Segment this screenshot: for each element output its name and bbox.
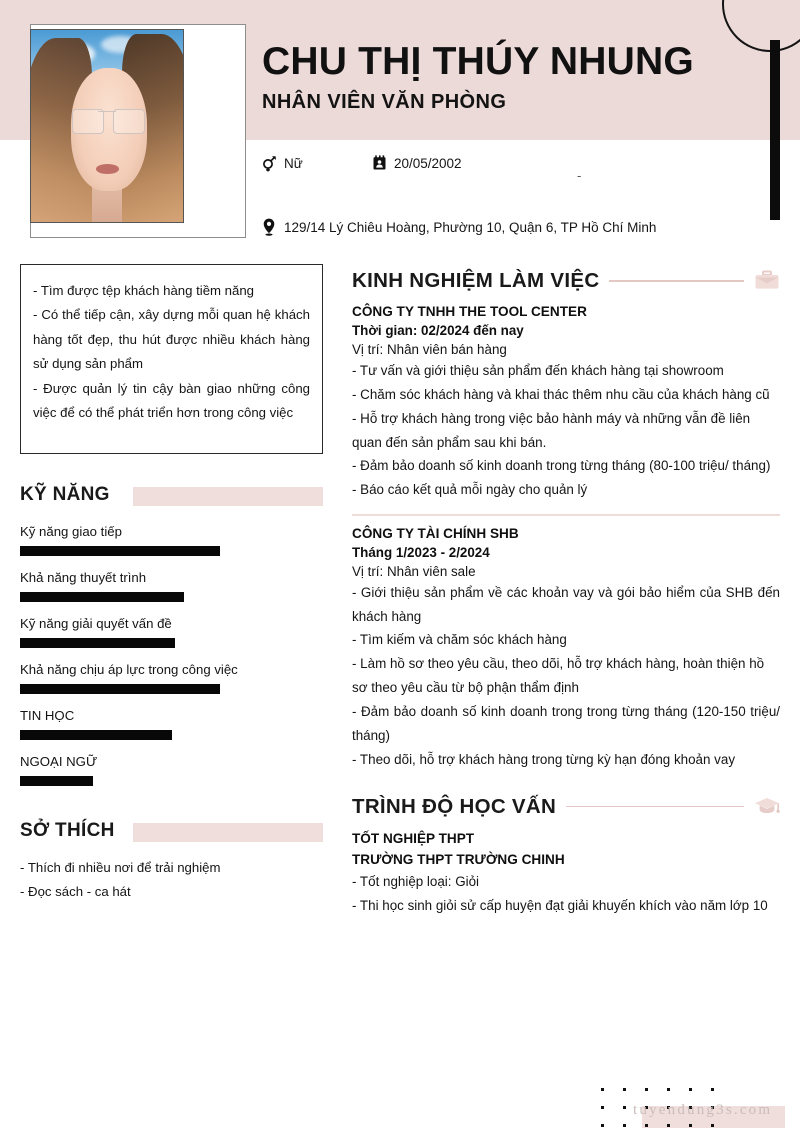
right-column xyxy=(352,264,780,917)
skill-item xyxy=(20,616,323,648)
job-bullet: - Đảm bảo doanh số kinh doanh trong từng tháng (80-100 triệu/ tháng) xyxy=(352,458,771,474)
graduation-cap-icon xyxy=(754,796,780,818)
skill-bar-track xyxy=(20,592,323,602)
education-degree: TỐT NGHIỆP THPT xyxy=(352,830,475,846)
watermark-dot xyxy=(623,1106,626,1109)
skill-label: TIN HỌC xyxy=(20,708,75,723)
job-bullet: - Theo dõi, hỗ trợ khách hàng trong từng kỳ hạn đóng khoản vay xyxy=(352,751,736,767)
skills-section-header xyxy=(20,484,323,510)
job-bullet: - Đảm bảo doanh số kinh doanh trong trong từng tháng (120-150 triệu/ tháng) xyxy=(352,703,780,743)
job-position: Vị trí: Nhân viên sale xyxy=(352,563,476,579)
education-entry xyxy=(352,828,780,918)
skill-label: NGOẠI NGỮ xyxy=(20,754,98,769)
watermark-dot xyxy=(601,1106,604,1109)
job-bullet: - Hỗ trợ khách hàng trong việc bảo hành máy và những vẫn đề liên quan đến sản phẩm sau khi bán. xyxy=(352,410,751,450)
education-school: TRƯỜNG THPT TRƯỜNG CHINH xyxy=(352,851,565,867)
summary-line: - Tìm được tệp khách hàng tiềm năng xyxy=(33,283,255,298)
watermark-dot xyxy=(689,1124,692,1127)
job-bullet: - Tư vấn và giới thiệu sản phẩm đến khách hàng tại showroom xyxy=(352,363,724,378)
contact-extra-mark: - xyxy=(577,168,582,183)
header-rule xyxy=(566,806,744,808)
watermark-dot xyxy=(623,1088,626,1091)
education-bullet: - Thi học sinh giỏi sử cấp huyện đạt giải khuyến khích vào năm lớp 10 xyxy=(352,897,768,913)
experience-section-header xyxy=(352,264,780,298)
job-bullet: - Báo cáo kết quả mỗi ngày cho quản lý xyxy=(352,482,588,498)
hobbies-title: SỞ THÍCH xyxy=(20,820,123,842)
skill-label: Khả năng thuyết trình xyxy=(20,570,147,585)
gender-icon xyxy=(262,155,284,172)
watermark-dot xyxy=(689,1088,692,1091)
job-company: CÔNG TY TÀI CHÍNH SHB xyxy=(352,525,519,541)
dob-value: 20/05/2002 xyxy=(394,155,462,171)
skill-label: Khả năng chịu áp lực trong công việc xyxy=(20,662,238,677)
watermark-dot xyxy=(667,1124,670,1127)
watermark-dot xyxy=(601,1124,604,1127)
hobbies-list xyxy=(20,856,323,905)
job-time: Tháng 1/2023 - 2/2024 xyxy=(352,544,490,560)
job-bullet: - Tìm kiếm và chăm sóc khách hàng xyxy=(352,632,567,648)
watermark-dot xyxy=(645,1088,648,1091)
hobbies-section-header xyxy=(20,820,323,846)
watermark-dot xyxy=(601,1088,604,1091)
summary-box xyxy=(20,264,323,454)
skill-item xyxy=(20,524,323,556)
contact-address xyxy=(262,218,762,236)
education-bullet: - Tốt nghiệp loại: Giỏi xyxy=(352,873,480,889)
skills-header-accent xyxy=(133,487,323,506)
briefcase-icon xyxy=(754,270,780,292)
contact-info xyxy=(262,152,762,236)
skill-bar-fill xyxy=(20,730,172,740)
education-title: TRÌNH ĐỘ HỌC VẤN xyxy=(352,794,557,818)
job-time: Thời gian: 02/2024 đến nay xyxy=(352,323,524,338)
experience-job xyxy=(352,304,780,502)
page-title: CHU THỊ THÚY NHUNG xyxy=(262,40,694,83)
summary-line: - Có thể tiếp cận, xây dựng mỗi quan hệ khách hàng tốt đẹp, thu hút được nhiều khách hàng sử dụng sản phẩm xyxy=(33,307,310,372)
experience-title: KINH NGHIỆM LÀM VIỆC xyxy=(352,269,600,292)
skill-item xyxy=(20,708,323,740)
location-pin-icon xyxy=(262,218,284,236)
skill-item xyxy=(20,662,323,694)
watermark-dot xyxy=(711,1124,714,1127)
watermark xyxy=(585,1072,785,1128)
watermark-dot xyxy=(623,1124,626,1127)
skill-bar-fill xyxy=(20,638,175,648)
hobby-item: - Thích đi nhiều nơi để trải nghiệm xyxy=(20,860,221,875)
vertical-bar-decoration xyxy=(770,40,780,220)
skill-bar-track xyxy=(20,638,323,648)
skill-item xyxy=(20,570,323,602)
gender-value: Nữ xyxy=(284,155,303,171)
contact-dob xyxy=(372,155,462,171)
watermark-dot xyxy=(667,1088,670,1091)
skill-item xyxy=(20,754,323,786)
skill-bar-fill xyxy=(20,592,184,602)
job-company: CÔNG TY TNHH THE TOOL CENTER xyxy=(352,304,587,319)
header-rule xyxy=(609,280,744,282)
skill-bar-track xyxy=(20,730,323,740)
skill-bar-track xyxy=(20,546,323,556)
job-role-subtitle: NHÂN VIÊN VĂN PHÒNG xyxy=(262,90,507,113)
education-section-header xyxy=(352,790,780,824)
hobby-item: - Đọc sách - ca hát xyxy=(20,884,131,900)
skill-label: Kỹ năng giao tiếp xyxy=(20,524,122,539)
avatar xyxy=(30,29,184,223)
watermark-text: tuyendung3s.com xyxy=(633,1102,773,1118)
skills-title: KỸ NĂNG xyxy=(20,484,118,506)
skills-list xyxy=(20,524,323,786)
id-card-icon xyxy=(372,155,394,171)
job-bullet: - Chăm sóc khách hàng và khai thác thêm nhu cầu của khách hàng cũ xyxy=(352,386,770,402)
job-position: Vị trí: Nhân viên bán hàng xyxy=(352,342,507,357)
watermark-dot xyxy=(645,1124,648,1127)
skill-bar-track xyxy=(20,684,323,694)
watermark-dot xyxy=(711,1088,714,1091)
skill-bar-track xyxy=(20,776,323,786)
hobbies-header-accent xyxy=(133,823,323,842)
address-value: 129/14 Lý Chiêu Hoàng, Phường 10, Quận 6, TP Hồ Chí Minh xyxy=(284,219,657,235)
skill-bar-fill xyxy=(20,684,220,694)
skill-bar-fill xyxy=(20,546,220,556)
left-column xyxy=(20,264,323,905)
skill-label: Kỹ năng giải quyết vấn đề xyxy=(20,616,172,631)
job-divider xyxy=(352,514,780,516)
experience-job xyxy=(352,526,780,772)
name-block xyxy=(262,42,694,114)
skill-bar-fill xyxy=(20,776,93,786)
contact-gender xyxy=(262,155,372,172)
job-bullet: - Giới thiệu sản phẩm về các khoản vay và gói bảo hiểm của SHB đến khách hàng xyxy=(352,584,780,624)
job-bullet: - Làm hồ sơ theo yêu cầu, theo dõi, hỗ trợ khách hàng, hoàn thiện hồ sơ theo yêu cầu từ bộ phận thẩm định xyxy=(352,656,765,696)
summary-line: - Được quản lý tin cậy bàn giao những công việc để có thể phát triển hơn trong công việc xyxy=(33,380,310,421)
